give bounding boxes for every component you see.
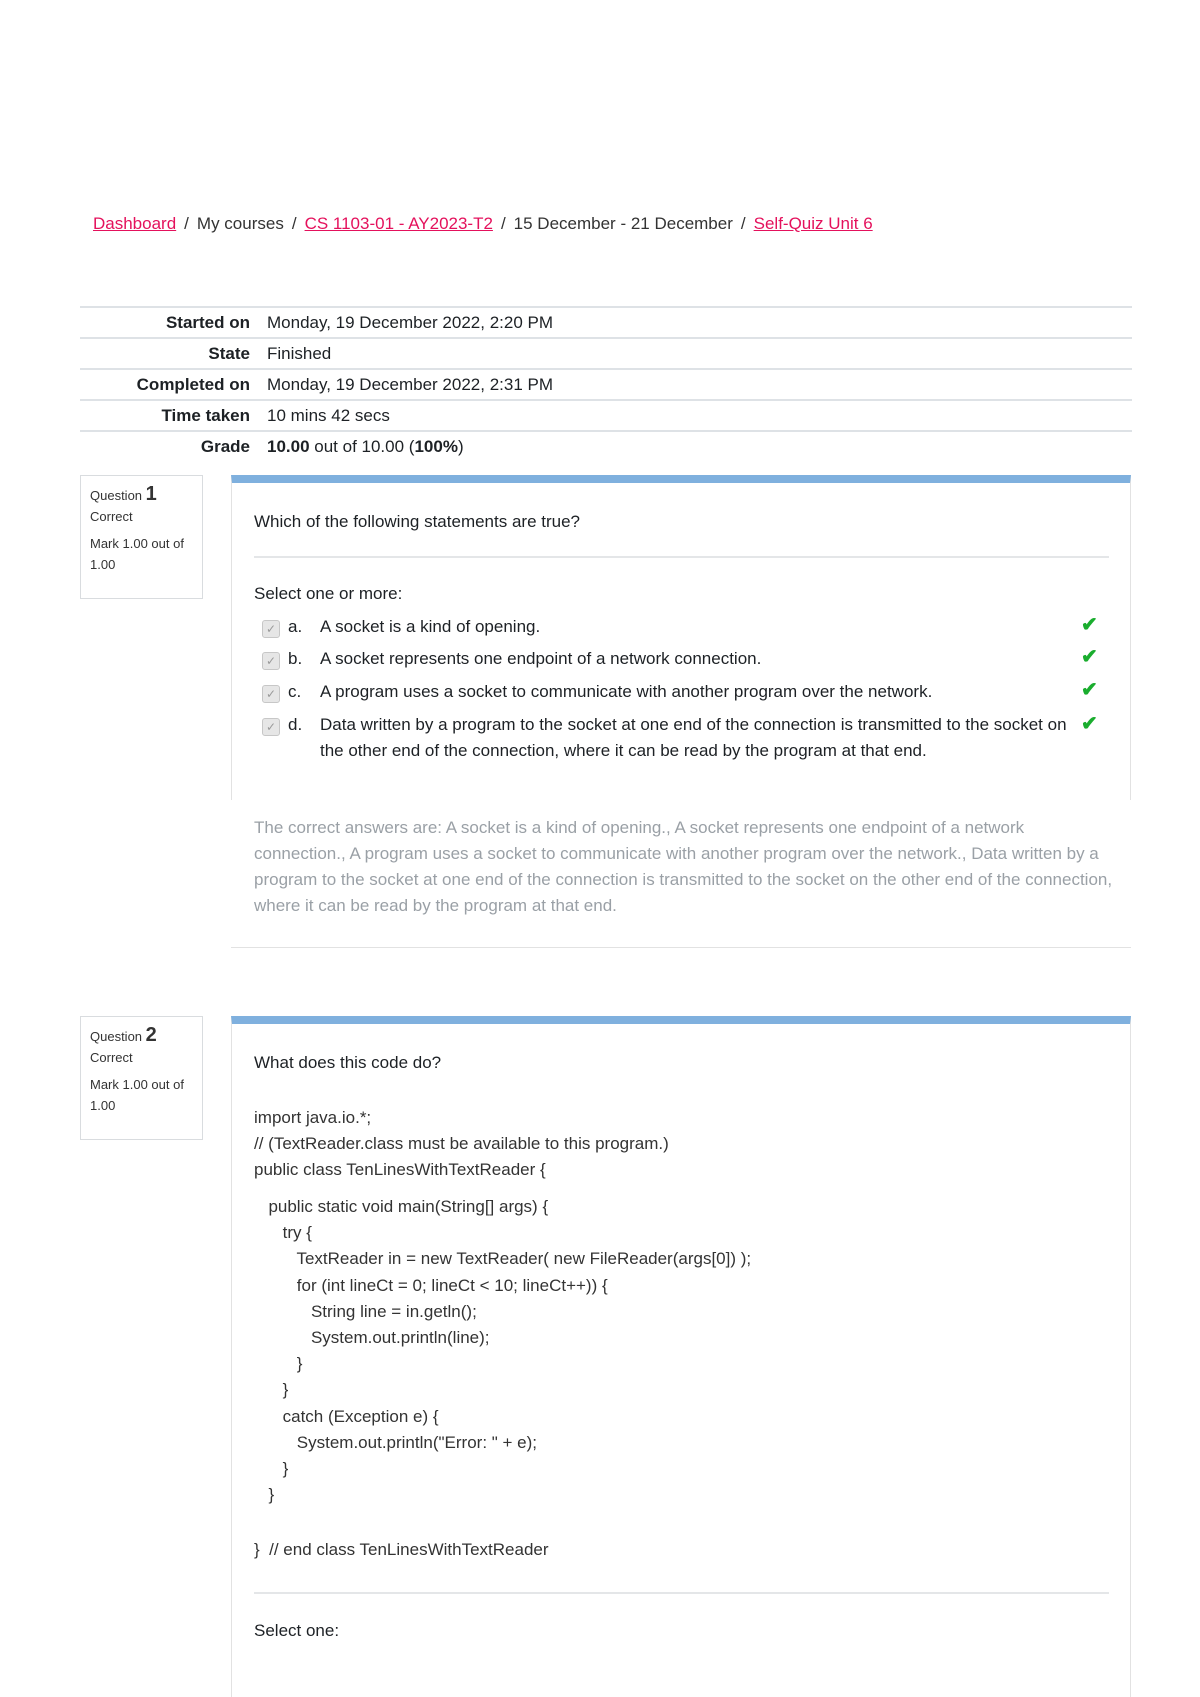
question-mark: Mark 1.00 out of 1.00 — [90, 1077, 184, 1113]
code-snippet-head: import java.io.*; // (TextReader.class must be available to this program.) public class TenLinesWithTextReader { — [254, 1108, 669, 1180]
summary-row-completed — [80, 369, 1132, 400]
question-number: 1 — [145, 483, 157, 505]
summary-label: Grade — [80, 431, 267, 461]
answer-option-d[interactable] — [262, 712, 1082, 764]
check-icon: ✔ — [1081, 614, 1098, 636]
breadcrumb-separator: / — [500, 214, 506, 233]
answer-prompt-2: Select one: — [254, 1621, 340, 1640]
checkbox-checked-icon[interactable]: ✓ — [262, 685, 280, 703]
divider — [231, 947, 1131, 948]
checkbox-checked-icon[interactable]: ✓ — [262, 718, 280, 736]
answer-option-b[interactable] — [262, 646, 1082, 672]
summary-value: Finished — [267, 338, 1132, 369]
question-info-1 — [80, 475, 203, 599]
summary-row-time-taken — [80, 400, 1132, 431]
summary-label: Completed on — [80, 369, 267, 400]
option-letter: d. — [288, 715, 303, 734]
answer-option-a[interactable] — [262, 614, 1082, 640]
summary-label: Started on — [80, 307, 267, 338]
code-snippet-body: public static void main(String[] args) { try { TextReader in = new TextReader( new FileReader(args[0]) ); for (int lineCt = 0; lineCt < 10; lineCt++)) { String line = in.getln(); System.out.println(line); } } catch (Exception e) { System.out.println("Error: " + e); } } — [268, 1197, 752, 1505]
breadcrumb-week: 15 December - 21 December — [513, 214, 733, 233]
correct-answers-feedback: The correct answers are: A socket is a kind of opening., A socket represents one endpoint of a network connection., A program uses a socket to communicate with another program over the network., Data written by a program to the socket at one end of the connection is transmitted to the socket on the other end of the connection, where it can be read by the program at that end. — [254, 818, 1113, 915]
question-text-2: What does this code do? — [254, 1053, 442, 1072]
grade-score: 10.00 — [267, 436, 310, 456]
breadcrumb-dashboard-link[interactable]: Dashboard — [93, 214, 177, 233]
grade-close: ) — [457, 436, 464, 456]
breadcrumb-course-link[interactable]: CS 1103-01 - AY2023-T2 — [304, 214, 493, 233]
attempt-summary-table — [80, 306, 1132, 461]
question-status: Correct — [90, 509, 133, 524]
summary-row-started — [80, 307, 1132, 338]
summary-value: Monday, 19 December 2022, 2:20 PM — [267, 307, 1132, 338]
summary-value: 10 mins 42 secs — [267, 400, 1132, 431]
check-icon: ✔ — [1081, 713, 1098, 735]
breadcrumb-separator: / — [291, 214, 297, 233]
option-text: A socket represents one endpoint of a network connection. — [320, 649, 762, 668]
option-text: A socket is a kind of opening. — [320, 617, 541, 636]
option-text: A program uses a socket to communicate with another program over the network. — [320, 682, 933, 701]
breadcrumb-separator: / — [740, 214, 746, 233]
question-info-2 — [80, 1016, 203, 1140]
breadcrumb-my-courses: My courses — [196, 214, 284, 233]
option-letter: a. — [288, 617, 303, 636]
checkbox-checked-icon[interactable]: ✓ — [262, 620, 280, 638]
check-icon: ✔ — [1081, 679, 1098, 701]
breadcrumb — [93, 214, 873, 234]
summary-label: Time taken — [80, 400, 267, 431]
summary-value: Monday, 19 December 2022, 2:31 PM — [267, 369, 1132, 400]
grade-value — [267, 431, 1132, 461]
summary-row-state — [80, 338, 1132, 369]
question-status: Correct — [90, 1050, 133, 1065]
divider — [254, 1592, 1109, 1594]
grade-out-of: out of 10.00 ( — [309, 436, 415, 456]
summary-row-grade — [80, 431, 1132, 461]
checkbox-checked-icon[interactable]: ✓ — [262, 652, 280, 670]
breadcrumb-separator: / — [184, 214, 189, 233]
option-letter: c. — [288, 682, 302, 701]
question-label: Question — [90, 488, 143, 503]
question-text-1: Which of the following statements are true? — [254, 512, 580, 531]
question-label: Question — [90, 1029, 143, 1044]
divider — [254, 556, 1109, 558]
answer-prompt-1: Select one or more: — [254, 584, 403, 603]
summary-label: State — [80, 338, 267, 369]
option-letter: b. — [288, 649, 303, 668]
option-text: Data written by a program to the socket at one end of the connection is transmitted to the socket on the other end of the connection, where it can be read by the program at that end. — [320, 715, 1067, 760]
grade-percent: 100% — [414, 436, 458, 456]
check-icon: ✔ — [1081, 646, 1098, 668]
question-mark: Mark 1.00 out of 1.00 — [90, 536, 184, 572]
answer-option-c[interactable] — [262, 679, 1082, 705]
question-number: 2 — [145, 1024, 157, 1046]
code-snippet-tail: } // end class TenLinesWithTextReader — [254, 1540, 549, 1559]
breadcrumb-quiz-link[interactable]: Self-Quiz Unit 6 — [753, 214, 873, 233]
